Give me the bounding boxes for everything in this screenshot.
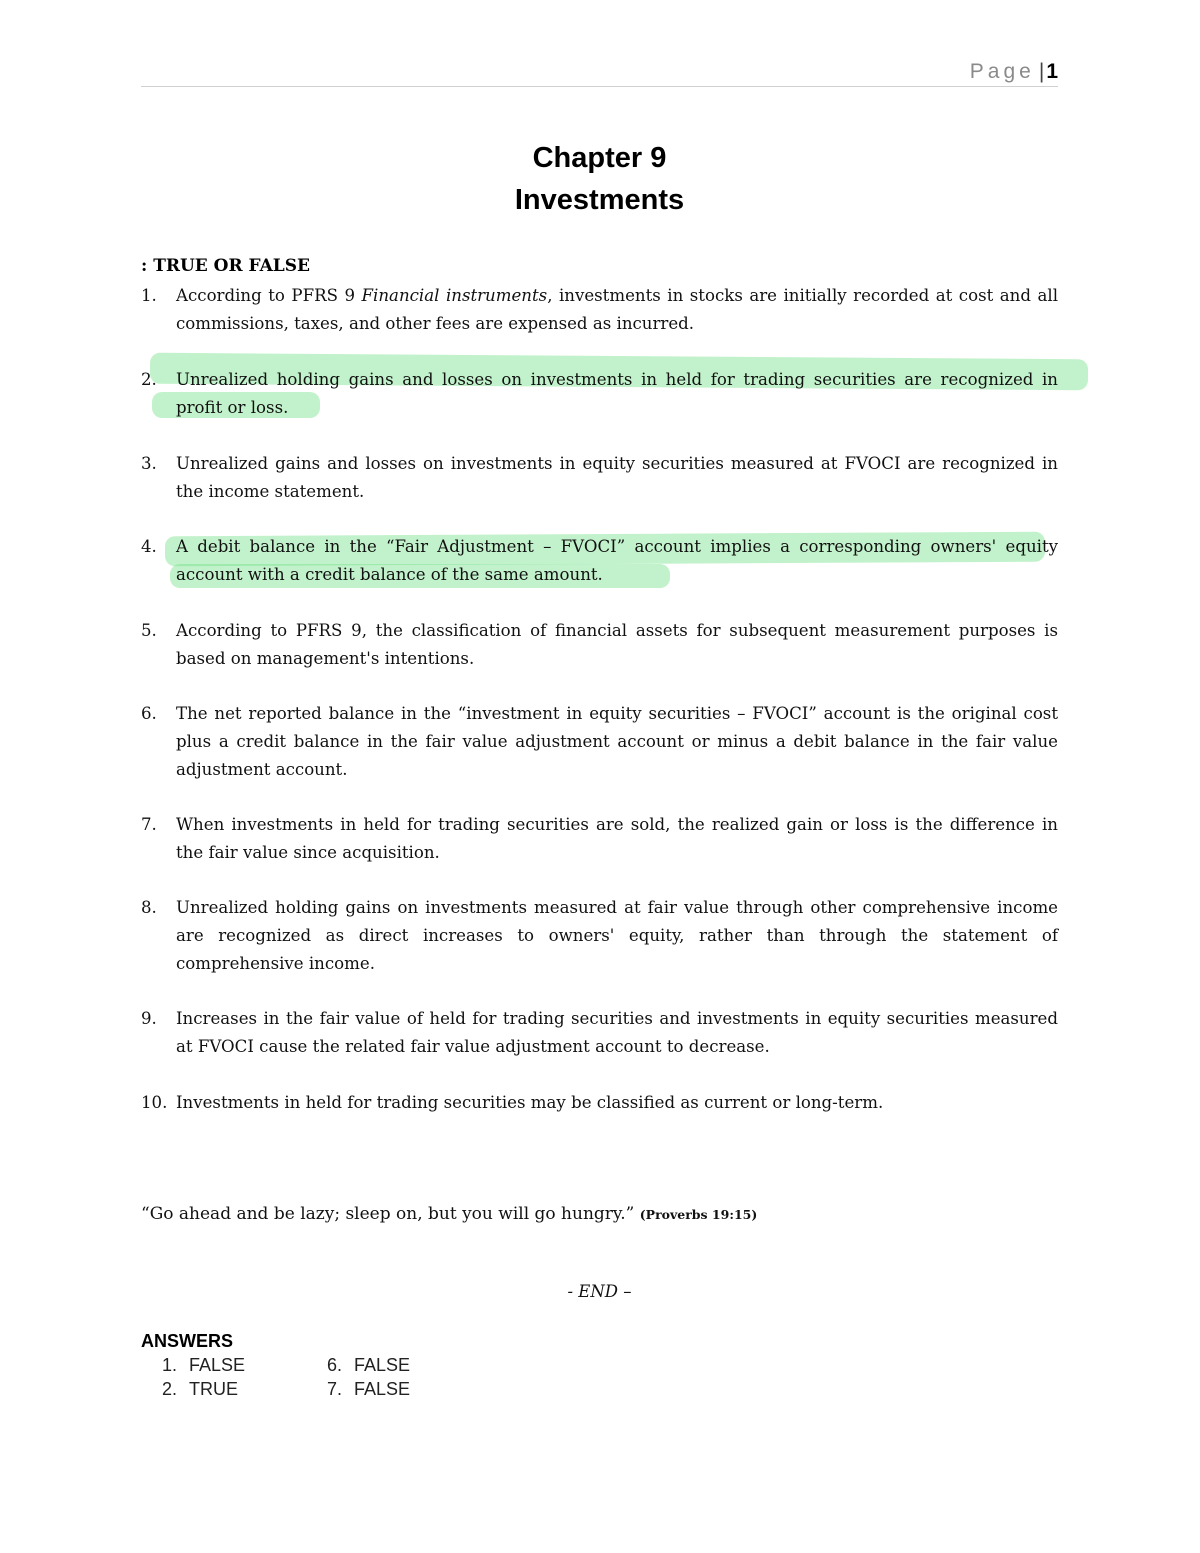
item-number: 8. xyxy=(141,898,157,917)
page-number xyxy=(970,60,1058,84)
item-number: 2. xyxy=(141,370,157,389)
page-number-value: 1 xyxy=(1046,60,1058,83)
list-item xyxy=(141,533,1058,589)
item-number: 5. xyxy=(141,621,157,640)
answer-item xyxy=(141,1379,238,1400)
item-number: 3. xyxy=(141,454,157,473)
answer-item xyxy=(306,1355,410,1376)
list-item xyxy=(141,1089,1058,1117)
list-item xyxy=(141,811,1058,867)
answer-value: FALSE xyxy=(354,1355,411,1375)
answer-value: FALSE xyxy=(189,1355,246,1375)
item-text: The net reported balance in the “investment in equity securities – FVOCI” account is the original cost plus a credit balance in the fair value adjustment account or minus a debit balance in the fair value adjustment account. xyxy=(176,704,1058,779)
answer-number: 2. xyxy=(161,1379,177,1399)
item-number: 9. xyxy=(141,1009,157,1028)
item-number: 4. xyxy=(141,537,157,556)
item-number: 1. xyxy=(141,286,157,305)
answer-value: TRUE xyxy=(189,1379,238,1399)
end-marker: - END – xyxy=(567,1282,632,1301)
quote-text: “Go ahead and be lazy; sleep on, but you will go hungry.” xyxy=(141,1204,635,1224)
answer-value: FALSE xyxy=(354,1379,411,1399)
bible-quote xyxy=(141,1204,757,1224)
answers-heading: ANSWERS xyxy=(141,1331,234,1351)
answer-number: 1. xyxy=(161,1355,177,1375)
item-number: 7. xyxy=(141,815,157,834)
answer-number: 7. xyxy=(326,1379,342,1399)
item-number: 10. xyxy=(141,1093,168,1112)
list-item xyxy=(141,450,1058,506)
item-text: Increases in the fair value of held for trading securities and investments in equity securities measured at FVOCI cause the related fair value adjustment account to decrease. xyxy=(176,1009,1058,1056)
chapter-title: Chapter 9 xyxy=(532,142,667,174)
list-item xyxy=(141,282,1058,338)
list-item xyxy=(141,617,1058,673)
item-text: When investments in held for trading securities are sold, the realized gain or loss is the difference in the fair value since acquisition. xyxy=(176,815,1058,862)
list-item xyxy=(141,894,1058,978)
page-header xyxy=(141,58,1058,87)
list-item xyxy=(141,700,1058,784)
quote-reference: (Proverbs 19:15) xyxy=(639,1207,758,1222)
list-item xyxy=(141,1005,1058,1061)
list-item xyxy=(141,366,1058,422)
item-text: Unrealized holding gains on investments measured at fair value through other comprehensive income are recognized as direct increases to owners' equity, rather than through the statement of comprehensive income. xyxy=(176,898,1058,973)
item-text: Unrealized holding gains and losses on investments in held for trading securities are recognized in profit or loss. xyxy=(176,370,1058,417)
item-text-italic: Financial instruments xyxy=(361,286,548,305)
item-text: According to PFRS 9 Financial instruments, investments in stocks are initially recorded at cost and all commissions, taxes, and other fees are expensed as incurred. xyxy=(176,286,1059,333)
answer-item xyxy=(141,1355,245,1376)
item-number: 6. xyxy=(141,704,157,723)
item-text: According to PFRS 9, the classification of financial assets for subsequent measurement purposes is based on management's intentions. xyxy=(176,621,1058,668)
section-heading: : TRUE OR FALSE xyxy=(141,256,310,276)
item-text: Investments in held for trading securities may be classified as current or long-term. xyxy=(176,1093,884,1112)
answer-item xyxy=(306,1379,410,1400)
page-separator: | xyxy=(1038,60,1045,83)
chapter-subtitle: Investments xyxy=(514,184,685,216)
item-text: Unrealized gains and losses on investments in equity securities measured at FVOCI are recognized in the income statement. xyxy=(176,454,1058,501)
page-label: Page xyxy=(969,60,1035,83)
item-text: A debit balance in the “Fair Adjustment – FVOCI” account implies a corresponding owners' equity account with a credit balance of the same amount. xyxy=(176,537,1058,584)
answer-number: 6. xyxy=(326,1355,342,1375)
